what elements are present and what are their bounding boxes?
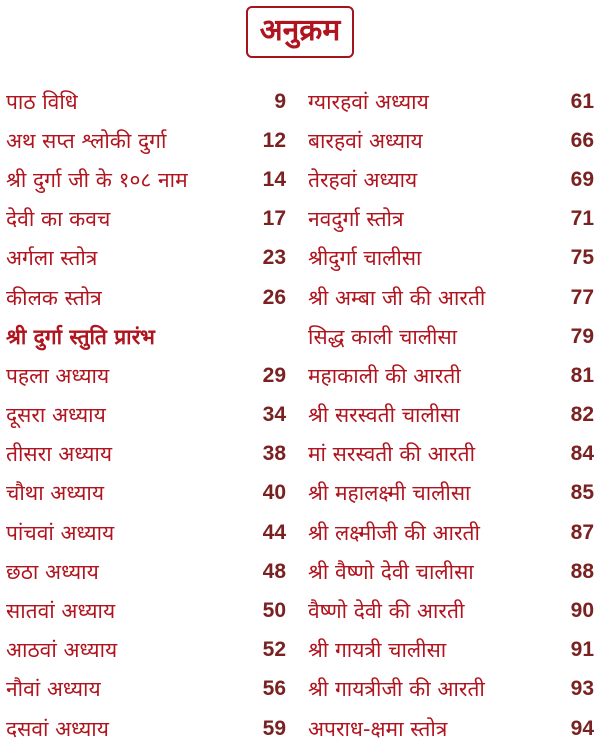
toc-entry	[6, 160, 296, 199]
toc-entry-page: 29	[262, 363, 286, 387]
toc-entry-page: 77	[570, 285, 594, 309]
toc-entry-page: 9	[274, 89, 286, 113]
toc-entry-page: 82	[570, 403, 594, 427]
toc-entry-title: पांचवां अध्याय	[6, 520, 115, 545]
toc-entry-page: 61	[570, 89, 594, 113]
toc-entry-title: श्री अम्बा जी की आरती	[308, 285, 486, 310]
toc-entry-title: महाकाली की आरती	[308, 363, 461, 388]
toc-entry-title: तेरहवां अध्याय	[308, 167, 418, 192]
toc-entry	[6, 631, 296, 670]
toc-entry-title: नवदुर्गा स्तोत्र	[308, 207, 404, 232]
page-title: अनुक्रम	[246, 6, 355, 58]
toc-entry	[308, 670, 600, 709]
toc-entry	[6, 121, 296, 160]
toc-entry-page: 71	[570, 207, 594, 231]
toc-entry-page: 12	[262, 128, 286, 152]
toc-entry-page: 40	[262, 481, 286, 505]
toc-entry-title: वैष्णो देवी की आरती	[308, 599, 465, 624]
toc-entry	[6, 200, 296, 239]
toc-entry-title: श्रीदुर्गा चालीसा	[308, 246, 422, 271]
toc-entry-page: 87	[570, 520, 594, 544]
toc-entry-page: 44	[262, 520, 286, 544]
toc-entry-title: श्री महालक्ष्मी चालीसा	[308, 481, 471, 506]
toc-entry	[308, 709, 600, 748]
toc-entry	[308, 552, 600, 591]
toc-entry-title: दूसरा अध्याय	[6, 403, 106, 428]
toc-entry	[6, 552, 296, 591]
toc-left-column	[0, 82, 296, 748]
toc-entry-title: नौवां अध्याय	[6, 677, 101, 702]
toc-entry	[6, 474, 296, 513]
toc-entry-title: देवी का कवच	[6, 207, 111, 232]
toc-entry-page: 94	[570, 716, 594, 740]
toc-entry-title: कीलक स्तोत्र	[6, 285, 102, 310]
toc-entry-title: आठवां अध्याय	[6, 638, 118, 663]
toc-entry	[308, 591, 600, 630]
toc-entry-title: श्री गायत्रीजी की आरती	[308, 677, 485, 702]
toc-entry-page: 48	[262, 559, 286, 583]
toc-entry-page: 59	[262, 716, 286, 740]
toc-entry-page: 79	[570, 324, 594, 348]
toc-entry-page: 34	[262, 403, 286, 427]
toc-entry-page: 84	[570, 442, 594, 466]
toc-entry-title: श्री गायत्री चालीसा	[308, 638, 447, 663]
toc-entry-title: पाठ विधि	[6, 89, 78, 114]
toc-entry-title: मां सरस्वती की आरती	[308, 442, 476, 467]
toc-entry-page: 91	[570, 638, 594, 662]
toc-entry-page: 88	[570, 559, 594, 583]
toc-entry-title: पहला अध्याय	[6, 363, 110, 388]
toc-entry	[308, 474, 600, 513]
toc-entry-title: दसवां अध्याय	[6, 716, 109, 741]
toc-entry	[6, 278, 296, 317]
toc-entry-page: 52	[262, 638, 286, 662]
toc-entry-page: 56	[262, 677, 286, 701]
toc-entry-title: ग्यारहवां अध्याय	[308, 89, 429, 114]
toc-entry	[6, 591, 296, 630]
toc-entry-title: छठा अध्याय	[6, 559, 99, 584]
toc-entry	[6, 435, 296, 474]
toc-entry-title: अथ सप्त श्लोकी दुर्गा	[6, 128, 167, 153]
toc-entry	[6, 82, 296, 121]
toc-entry	[6, 356, 296, 395]
toc-entry	[6, 239, 296, 278]
toc-entry-page: 66	[570, 128, 594, 152]
toc-right-column	[296, 82, 600, 748]
toc-entry-title: श्री वैष्णो देवी चालीसा	[308, 559, 474, 584]
toc-entry	[308, 396, 600, 435]
toc-entry-title: श्री सरस्वती चालीसा	[308, 403, 460, 428]
toc-entry	[308, 513, 600, 552]
toc-section-title: श्री दुर्गा स्तुति प्रारंभ	[6, 324, 155, 349]
toc-entry-page: 81	[570, 363, 594, 387]
toc-entry	[308, 121, 600, 160]
toc-entry	[308, 631, 600, 670]
toc-entry-page: 38	[262, 442, 286, 466]
toc-entry-title: सिद्ध काली चालीसा	[308, 324, 458, 349]
toc-entry	[308, 82, 600, 121]
toc-entry	[308, 278, 600, 317]
toc-entry-page: 75	[570, 246, 594, 270]
toc-entry	[6, 513, 296, 552]
toc-entry-title: श्री दुर्गा जी के १०८ नाम	[6, 167, 188, 192]
toc-entry-title: सातवां अध्याय	[6, 599, 116, 624]
toc-entry	[308, 435, 600, 474]
toc-entry-title: बारहवां अध्याय	[308, 128, 423, 153]
toc-entry-page: 50	[262, 599, 286, 623]
toc-entry-page: 90	[570, 599, 594, 623]
page-header	[0, 6, 600, 58]
toc-entry-page: 69	[570, 167, 594, 191]
toc-section-heading	[6, 317, 296, 356]
toc-entry	[6, 670, 296, 709]
toc-entry-page: 14	[262, 167, 286, 191]
table-of-contents	[0, 82, 600, 748]
toc-entry	[308, 239, 600, 278]
toc-entry-title: चौथा अध्याय	[6, 481, 105, 506]
toc-entry-page: 26	[262, 285, 286, 309]
toc-entry	[308, 317, 600, 356]
toc-entry-page: 17	[262, 207, 286, 231]
toc-entry-page: 85	[570, 481, 594, 505]
toc-entry	[308, 160, 600, 199]
toc-entry-title: तीसरा अध्याय	[6, 442, 113, 467]
toc-entry	[6, 396, 296, 435]
toc-entry	[308, 356, 600, 395]
toc-entry-page: 23	[262, 246, 286, 270]
toc-entry	[308, 200, 600, 239]
toc-entry-page: 93	[570, 677, 594, 701]
toc-entry-title: श्री लक्ष्मीजी की आरती	[308, 520, 480, 545]
toc-entry	[6, 709, 296, 748]
toc-entry-title: अर्गला स्तोत्र	[6, 246, 98, 271]
toc-entry-title: अपराध-क्षमा स्तोत्र	[308, 716, 448, 741]
